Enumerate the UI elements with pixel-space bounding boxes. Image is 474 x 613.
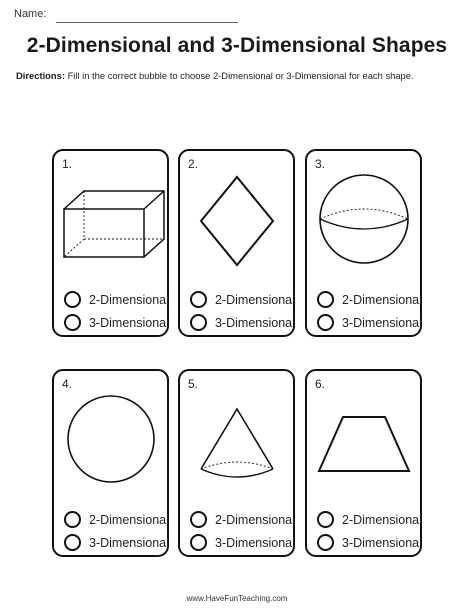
- rhombus-icon: [180, 169, 292, 269]
- card-number: 6.: [315, 377, 326, 391]
- option-2d-label: 2-Dimensional: [89, 292, 169, 307]
- shape-card-6: [305, 369, 422, 557]
- card-number: 4.: [62, 377, 73, 391]
- option-2d[interactable]: [317, 291, 422, 308]
- option-2d-label: 2-Dimensional: [215, 292, 295, 307]
- option-3d-label: 3-Dimensional: [215, 535, 295, 550]
- rectangular-prism-icon: [54, 169, 166, 269]
- directions-text: Fill in the correct bubble to choose 2-Dimensional or 3-Dimensional for each shape.: [67, 70, 414, 81]
- bubble-3d[interactable]: [190, 314, 207, 331]
- bubble-3d[interactable]: [317, 534, 334, 551]
- bubble-2d[interactable]: [190, 291, 207, 308]
- name-label: Name:: [14, 8, 47, 20]
- directions-label: Directions:: [16, 70, 65, 81]
- card-number: 3.: [315, 157, 326, 171]
- card-number: 5.: [188, 377, 199, 391]
- shape-card-3: [305, 149, 422, 337]
- bubble-2d[interactable]: [190, 511, 207, 528]
- option-2d-label: 2-Dimensional: [89, 512, 169, 527]
- option-2d[interactable]: [64, 291, 169, 308]
- shape-card-4: [52, 369, 169, 557]
- option-3d[interactable]: [190, 534, 295, 551]
- option-2d-label: 2-Dimensional: [342, 292, 422, 307]
- page-title: 2-Dimensional and 3-Dimensional Shapes: [26, 34, 448, 57]
- option-3d-label: 3-Dimensional: [89, 535, 169, 550]
- option-3d[interactable]: [317, 534, 422, 551]
- option-2d[interactable]: [190, 291, 295, 308]
- option-2d[interactable]: [317, 511, 422, 528]
- option-3d[interactable]: [190, 314, 295, 331]
- option-2d[interactable]: [190, 511, 295, 528]
- option-2d-label: 2-Dimensional: [215, 512, 295, 527]
- option-2d[interactable]: [64, 511, 169, 528]
- directions: [16, 70, 414, 81]
- name-field[interactable]: [56, 22, 238, 23]
- bubble-2d[interactable]: [64, 291, 81, 308]
- bubble-2d[interactable]: [317, 511, 334, 528]
- option-3d-label: 3-Dimensional: [342, 315, 422, 330]
- circle-icon: [54, 389, 166, 489]
- bubble-3d[interactable]: [190, 534, 207, 551]
- option-3d-label: 3-Dimensional: [215, 315, 295, 330]
- option-2d-label: 2-Dimensional: [342, 512, 422, 527]
- bubble-2d[interactable]: [64, 511, 81, 528]
- card-number: 1.: [62, 157, 73, 171]
- shape-card-2: [178, 149, 295, 337]
- card-number: 2.: [188, 157, 199, 171]
- footer-url: www.HaveFunTeaching.com: [186, 594, 288, 603]
- shape-card-1: [52, 149, 169, 337]
- bubble-3d[interactable]: [317, 314, 334, 331]
- shape-card-5: [178, 369, 295, 557]
- cone-icon: [180, 389, 292, 489]
- option-3d-label: 3-Dimensional: [89, 315, 169, 330]
- option-3d-label: 3-Dimensional: [342, 535, 422, 550]
- option-3d[interactable]: [317, 314, 422, 331]
- option-3d[interactable]: [64, 314, 169, 331]
- bubble-2d[interactable]: [317, 291, 334, 308]
- sphere-icon: [307, 169, 419, 269]
- bubble-3d[interactable]: [64, 534, 81, 551]
- option-3d[interactable]: [64, 534, 169, 551]
- bubble-3d[interactable]: [64, 314, 81, 331]
- trapezoid-icon: [307, 389, 419, 489]
